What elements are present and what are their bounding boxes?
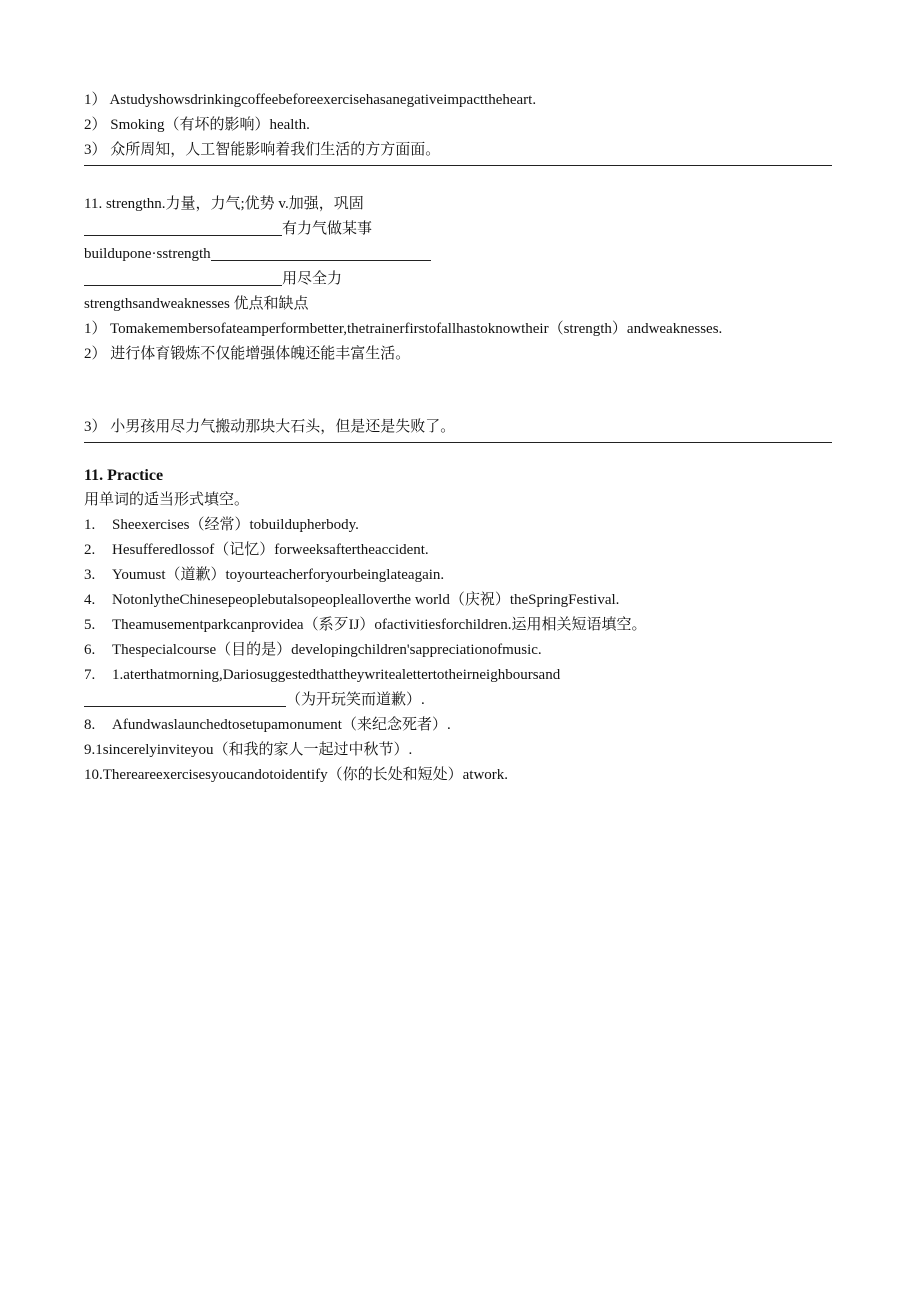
practice-instruction: 用单词的适当形式填空。 <box>84 492 250 508</box>
list-item: 2） 进行体育锻炼不仅能增强体魄还能丰富生活。 <box>84 346 411 362</box>
practice-item: 9.1sincerelyinviteyou（和我的家人一起过中秋节）. <box>84 742 413 758</box>
item-text: Tomakemembersofateamperformbetter,thetrainerfirstofallhastoknowtheir（strength）andweaknesses. <box>110 321 723 337</box>
practice-heading: 11. Practice <box>84 467 164 484</box>
answer-space[interactable] <box>84 367 834 415</box>
practice-item: 8. Afundwaslaunchedtosetupamonument（来纪念死者）. <box>84 717 451 733</box>
practice-item: 5. Theamusementparkcanprovidea（系歹IJ）ofactivitiesforchildren.运用相关短语填空。 <box>84 617 647 633</box>
list-item: 1） Astudyshowsdrinkingcoffeebeforeexercisehasanegativeimpacttheheart. <box>84 92 537 108</box>
practice-item: 2. Hesufferedlossof（记忆）forweeksaftertheaccident. <box>84 542 429 558</box>
item-text: Astudyshowsdrinkingcoffeebeforeexercisehasanegativeimpacttheheart. <box>109 92 537 108</box>
item-text: 众所周知，人工智能影响着我们生活的方方面面。 <box>110 142 441 158</box>
item-text: Smoking（有坏的影响）health. <box>110 117 310 133</box>
list-item: 1） Tomakemembersofateamperformbetter,thetrainerfirstofallhastoknowtheir（strength）andweaknesses. <box>84 321 723 337</box>
answer-blank[interactable] <box>84 219 282 236</box>
practice-item: 7. 1.aterthatmorning,Dariosuggestedthattheywritealettertotheirneighboursand <box>84 667 561 683</box>
answer-blank[interactable] <box>84 269 282 286</box>
answer-blank[interactable] <box>211 244 431 261</box>
practice-item: 10.Thereareexercisesyoucandotoidentify（你的长处和短处）atwork. <box>84 767 509 783</box>
answer-blank[interactable] <box>84 690 286 707</box>
practice-item: 1. Sheexercises（经常）tobuildupherbody. <box>84 517 359 533</box>
practice-item: 3. Youmust（道歉）toyourteacherforyourbeinglateagain. <box>84 567 445 583</box>
practice-item-continued: （为开玩笑而道歉）. <box>84 688 834 713</box>
practice-item: 4. NotonlytheChinesepeoplebutalsopeoplealloverthe world（庆祝）theSpringFestival. <box>84 592 620 608</box>
phrase-line: 用尽全力 <box>84 267 834 292</box>
document-page <box>84 88 834 788</box>
list-item: 3） 小男孩用尽力气搬动那块大石头，但是还是失败了。 <box>84 419 456 435</box>
phrase-line: buildupone·sstrength <box>84 242 834 267</box>
phrase-line: strengthsandweaknesses 优点和缺点 <box>84 296 309 312</box>
list-item: 2） Smoking（有坏的影响）health. <box>84 117 310 133</box>
practice-item: 6. Thespecialcourse（目的是）developingchildren'sappreciationofmusic. <box>84 642 542 658</box>
list-item: 3） 众所周知，人工智能影响着我们生活的方方面面。 <box>84 142 441 158</box>
item-text: 进行体育锻炼不仅能增强体魄还能丰富生活。 <box>110 346 411 362</box>
phrase-line: 有力气做某事 <box>84 217 834 242</box>
vocab-title: 11. strengthn.力量，力气;优势 v.加强，巩固 <box>84 196 364 212</box>
item-text: 小男孩用尽力气搬动那块大石头，但是还是失败了。 <box>110 419 456 435</box>
